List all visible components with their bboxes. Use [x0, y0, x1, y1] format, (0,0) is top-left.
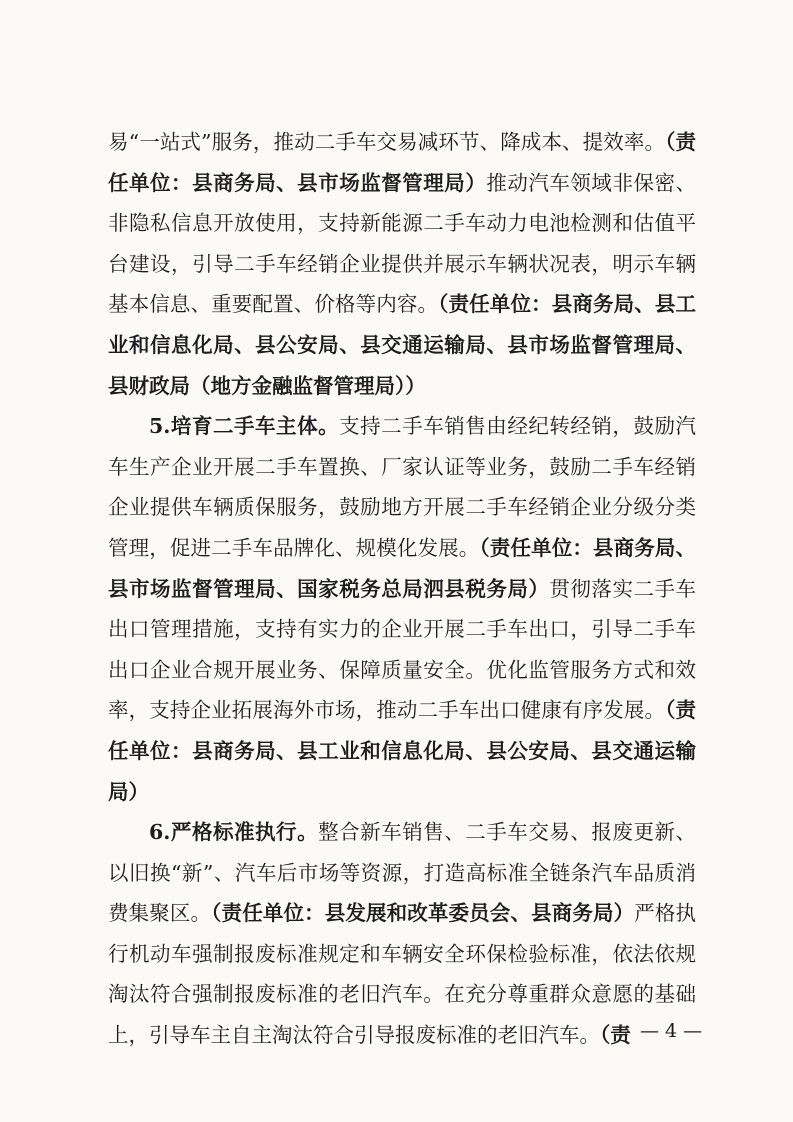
- bold-run: （责任单位：县商务局、县工业和信息化局、县公安局、县交通运输局）: [108, 698, 697, 804]
- bold-run: 5.培育二手车主体。: [149, 414, 340, 439]
- text-run: 推动汽车领域非保密、非隐私信息开放使用，支持新能源二手车动力电池检测和估值平台建设，引导二手车经销企业提供并展示车辆状况表，明示车辆基本信息、重要配置、价格等内容。: [108, 170, 697, 317]
- bold-run: （责: [600, 1023, 631, 1048]
- text-run: 整合新车销售、二手车交易、报废更新、以旧换“新”、汽车后市场等资源，打造高标准全链条汽车品质消费集聚区。: [108, 820, 696, 926]
- bold-run: （责任单位：县发展和改革委员会、县商务局）: [211, 901, 635, 926]
- text-run: 支持二手车销售由经纪转经销，鼓励汽车生产企业开展二手车置换、厂家认证等业务，鼓励二手车经销企业提供车辆质保服务，鼓励地方开展二手车经销企业分级分类管理，促进二手车品牌化、规模化发展。: [108, 414, 697, 560]
- paragraph-continuation: [108, 122, 696, 406]
- text-run: 严格执行机动车强制报废标准规定和车辆安全环保检验标准，依法依规淘汰符合强制报废标准的老旧汽车。在充分尊重群众意愿的基础上，引导车主自主淘汰符合引导报废标准的老旧汽车。: [108, 901, 697, 1048]
- bold-run: （责任单位：县商务局、县市场监督管理局）: [108, 130, 697, 195]
- page-number: — 4 —: [640, 1020, 703, 1042]
- text-run: 易“一站式”服务，推动二手车交易减环节、降成本、提效率。: [108, 130, 666, 154]
- bold-run: （责任单位：县商务局、县市场监督管理局、国家税务总局泗县税务局）: [108, 535, 697, 601]
- bold-run: （责任单位：县商务局、县工业和信息化局、县公安局、县交通运输局、县市场监督管理局、县财政局（地方金融监督管理局））: [108, 292, 697, 398]
- text-run: 贯彻落实二手车出口管理措施，支持有实力的企业开展二手车出口，引导二手车出口企业合规开展业务、保障质量安全。优化监管服务方式和效率，支持企业拓展海外市场，推动二手车出口健康有序发展。: [108, 576, 697, 723]
- paragraph-section-6: [108, 812, 696, 1056]
- bold-run: 6.严格标准执行。: [149, 820, 319, 845]
- paragraph-section-5: [108, 406, 696, 812]
- body-text: [108, 122, 696, 1056]
